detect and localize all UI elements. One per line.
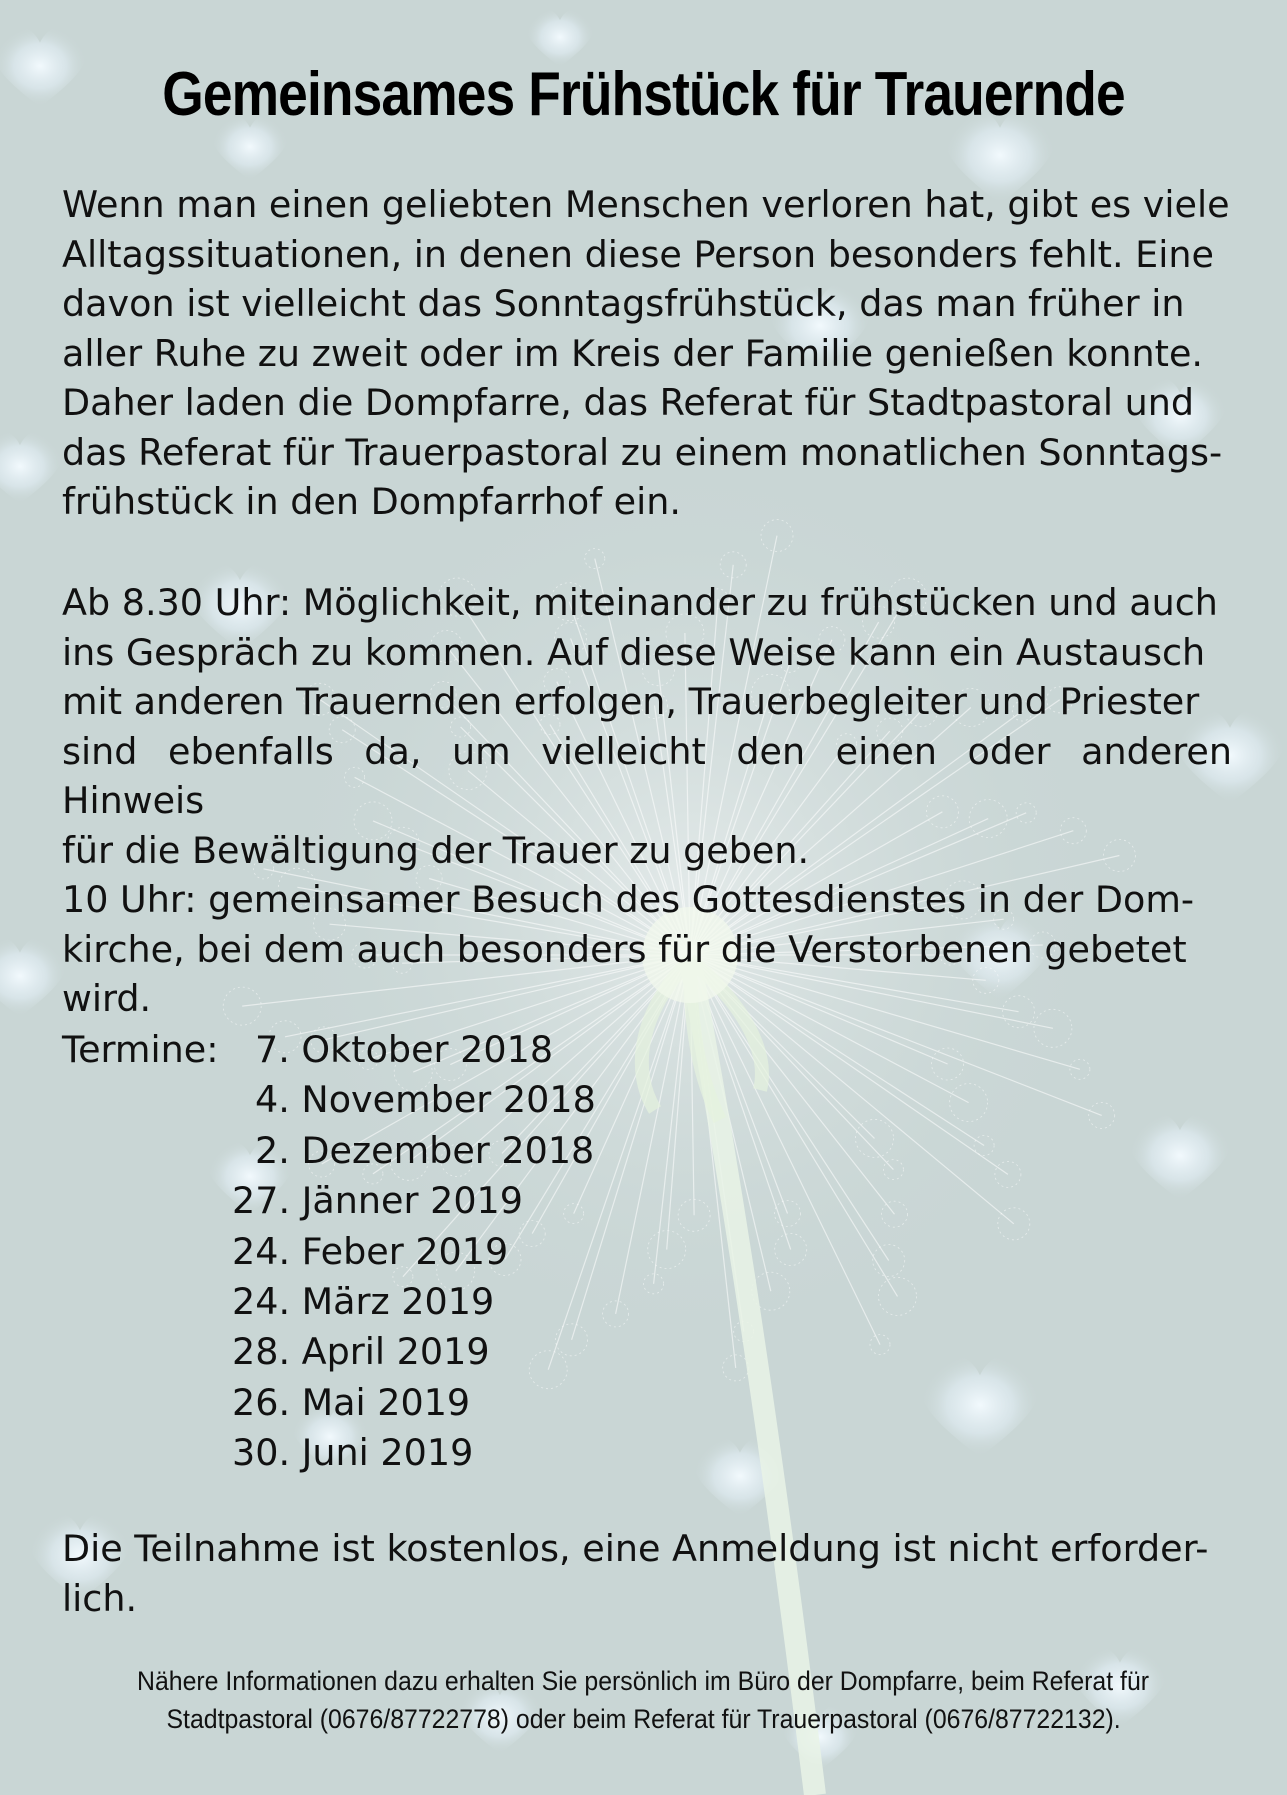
schedule-line: ins Gespräch zu kommen. Auf diese Weise kann ein Austausch bbox=[62, 630, 1206, 674]
intro-line: Wenn man einen geliebten Menschen verloren hat, gibt es viele bbox=[62, 183, 1230, 226]
date-item: 2. Dezember 2018 bbox=[255, 1128, 595, 1172]
participation-note bbox=[62, 1524, 1232, 1623]
footer-line: Stadtpastoral (0676/87722778) oder beim Referat für Trauerpastoral (0676/87722132). bbox=[166, 1704, 1121, 1734]
footer-line: Nähere Informationen dazu erhalten Sie persönlich im Büro der Dompfarre, beim Referat für bbox=[137, 1666, 1150, 1696]
date-item: 4. November 2018 bbox=[255, 1078, 596, 1122]
schedule-paragraph bbox=[62, 578, 1232, 1024]
schedule-line: sind ebenfalls da, um vielleicht den einen oder anderen Hinweis bbox=[62, 729, 1232, 822]
schedule-line: Ab 8.30 Uhr: Möglichkeit, miteinander zu frühstücken und auch bbox=[62, 581, 1218, 624]
intro-line: das Referat für Trauerpastoral zu einem monatlichen Sonntags- bbox=[62, 430, 1223, 474]
schedule-line: für die Bewältigung der Trauer zu geben. bbox=[62, 828, 810, 872]
note-line: Die Teilnahme ist kostenlos, eine Anmeldung ist nicht erforder- bbox=[62, 1527, 1209, 1570]
date-item: 27. Jänner 2019 bbox=[232, 1179, 524, 1223]
date-item: 24. Feber 2019 bbox=[232, 1229, 509, 1273]
schedule-line: kirche, bei dem auch besonders für die Verstorbenen gebetet bbox=[62, 927, 1187, 971]
schedule-line: 10 Uhr: gemeinsamer Besuch des Gottesdienstes in der Dom- bbox=[62, 878, 1195, 921]
page-title: Gemeinsames Frühstück für Trauernde bbox=[162, 60, 1125, 129]
contact-footer bbox=[0, 1662, 1287, 1738]
intro-line: aller Ruhe zu zweit oder im Kreis der Familie genießen konnte. bbox=[62, 331, 1204, 375]
intro-line: Daher laden die Dompfarre, das Referat für Stadtpastoral und bbox=[62, 381, 1195, 424]
date-item: 28. April 2019 bbox=[232, 1330, 490, 1374]
date-item: 30. Juni 2019 bbox=[232, 1431, 474, 1475]
schedule-line: wird. bbox=[62, 977, 152, 1020]
note-line: lich. bbox=[62, 1576, 138, 1620]
date-item: 24. März 2019 bbox=[232, 1280, 495, 1324]
intro-paragraph bbox=[62, 180, 1232, 527]
intro-line: frühstück in den Dompfarrhof ein. bbox=[62, 480, 681, 523]
intro-line: Alltagssituationen, in denen diese Person besonders fehlt. Eine bbox=[62, 232, 1214, 276]
date-item: 7. Oktober 2018 bbox=[255, 1028, 554, 1071]
date-item: 26. Mai 2019 bbox=[232, 1380, 471, 1424]
intro-line: davon ist vielleicht das Sonntagsfrühstück, das man früher in bbox=[62, 282, 1185, 325]
schedule-line: mit anderen Trauernden erfolgen, Trauerbegleiter und Priester bbox=[62, 680, 1200, 723]
termine-label: Termine: bbox=[62, 1028, 219, 1071]
